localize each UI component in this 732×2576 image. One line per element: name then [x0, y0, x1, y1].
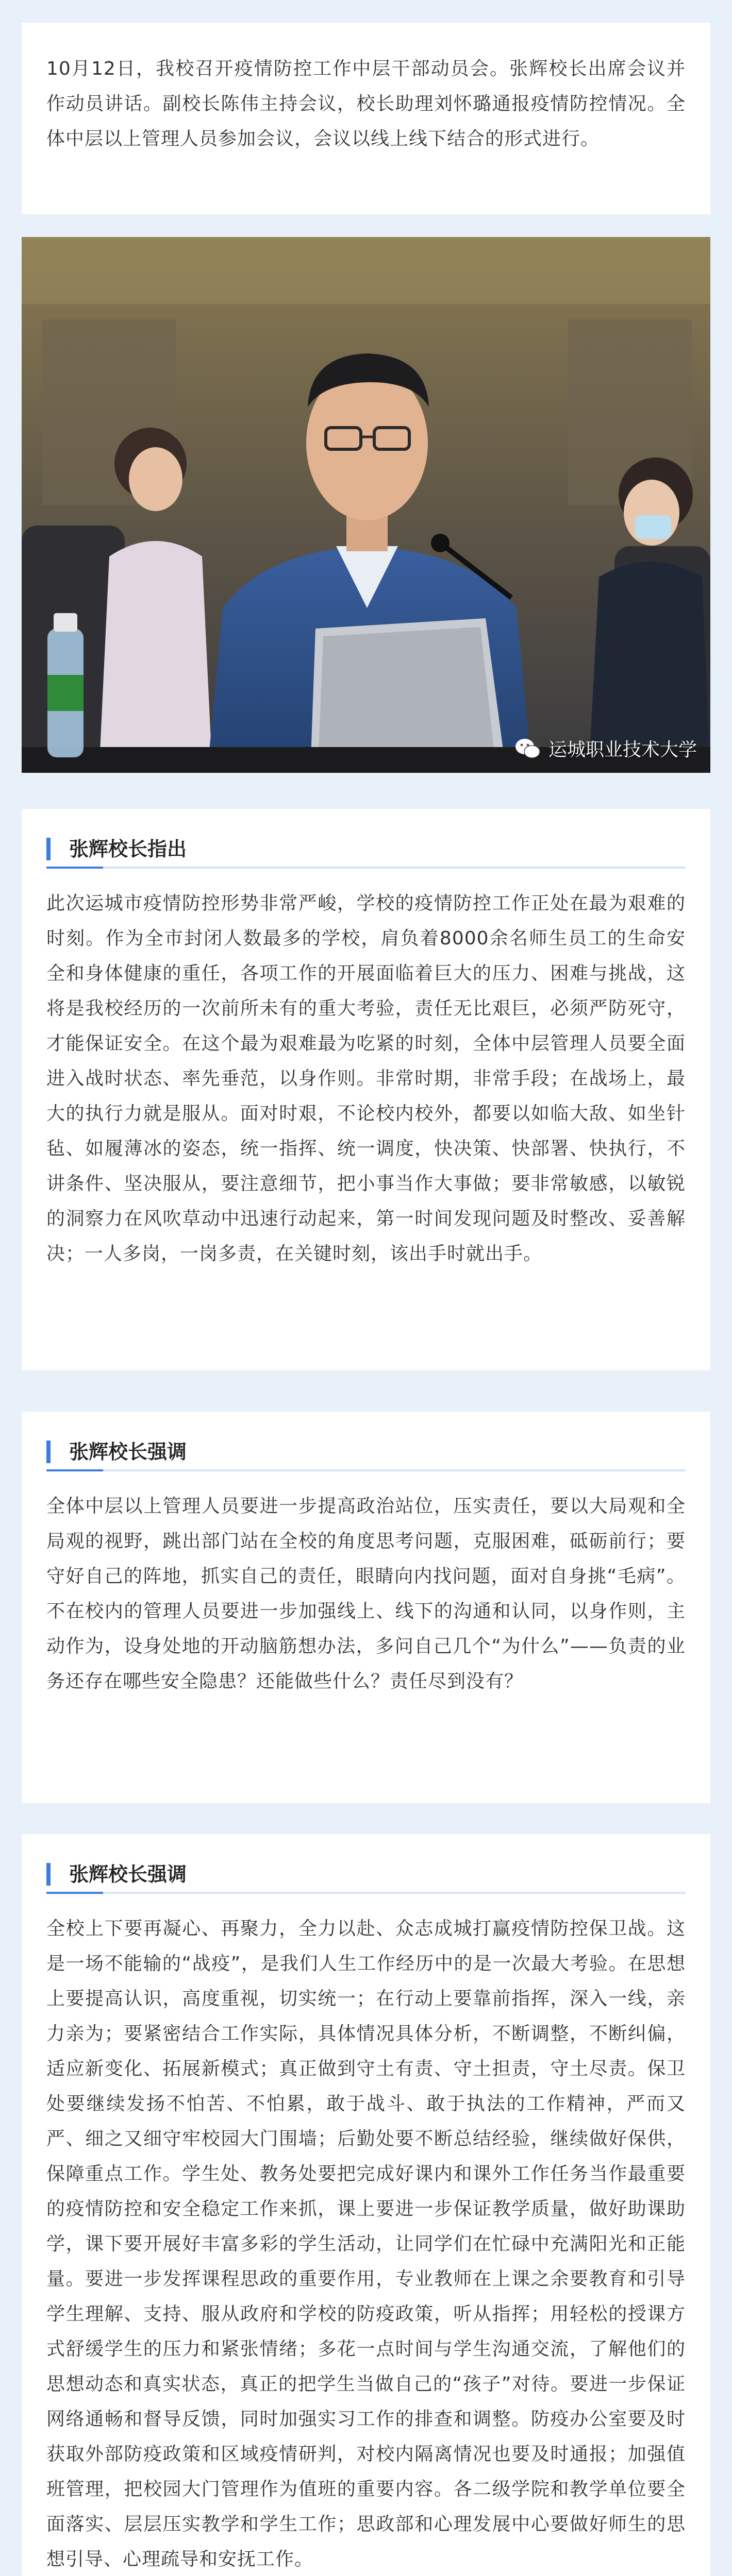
heading-underline [46, 1469, 686, 1471]
wechat-icon [514, 737, 541, 760]
meeting-photo-illustration [22, 237, 710, 773]
intro-paragraph: 10月12日，我校召开疫情防控工作中层干部动员会。张辉校长出席会议并作动员讲话。副校长陈伟主持会议，校长助理刘怀璐通报疫情防控情况。全体中层以上管理人员参加会议，会议以线上线下结合的形式进行。 [46, 58, 686, 149]
section-title-3: 张辉校长强调 [69, 1863, 187, 1886]
section-heading-2 [46, 1430, 686, 1471]
section-heading-3 [46, 1853, 686, 1894]
section-paragraph-1: 此次运城市疫情防控形势非常严峻，学校的疫情防控工作正处在最为艰难的时刻。作为全市封闭人数最多的学校，肩负着8000余名师生员工的生命安全和身体健康的重任，各项工作的开展面临着巨大的压力、困难与挑战，这将是我校经历的一次前所未有的重大考验，责任无比艰巨，必须严防死守，才能保证安全。在这个最为艰难最为吃紧的时刻，全体中层管理人员要全面进入战时状态、率先垂范，以身作则。非常时期，非常手段；在战场上，最大的执行力就是服从。面对时艰，不论校内校外，都要以如临大敌、如坐针毡、如履薄冰的姿态，统一指挥、统一调度，快决策、快部署、快执行，不讲条件、坚决服从，要注意细节，把小事当作大事做；要非常敏感，以敏锐的洞察力在风吹草动中迅速行动起来，第一时间发现问题及时整改、妥善解决；一人多岗，一岗多责，在关键时刻，该出手时就出手。 [46, 893, 686, 1264]
heading-accent-bar [46, 1863, 51, 1886]
watermark-text: 运城职业技术大学 [548, 739, 697, 760]
heading-accent-bar [46, 1440, 51, 1463]
heading-accent-bar [46, 838, 51, 860]
section-paragraph-2: 全体中层以上管理人员要进一步提高政治站位，压实责任，要以大局观和全局观的视野，跳出部门站在全校的角度思考问题，克服困难，砥砺前行；要守好自己的阵地，抓实自己的责任，眼睛向内找问题，面对自身挑“毛病”。不在校内的管理人员要进一步加强线上、线下的沟通和认同，以身作则，主动作为，设身处地的开动脑筋想办法，多问自己几个“为什么”——负责的业务还存在哪些安全隐患？还能做些什么？责任尽到没有？ [46, 1496, 686, 1692]
section-card-1 [22, 809, 710, 1370]
watermark [514, 735, 697, 761]
intro-card [22, 23, 710, 214]
meeting-photo [22, 237, 710, 773]
section-title-1: 张辉校长指出 [69, 838, 187, 860]
section-card-2 [22, 1412, 710, 1803]
section-title-2: 张辉校长强调 [69, 1440, 187, 1463]
heading-underline [46, 1892, 686, 1894]
heading-underline [46, 867, 686, 869]
section-heading-1 [46, 827, 686, 869]
section-card-3 [22, 1834, 710, 2576]
section-paragraph-3: 全校上下要再凝心、再聚力，全力以赴、众志成城打赢疫情防控保卫战。这是一场不能输的“战疫”，是我们人生工作经历中的是一次最大考验。在思想上要提高认识，高度重视，切实统一；在行动上要靠前指挥，深入一线，亲力亲为；要紧密结合工作实际，具体情况具体分析，不断调整，不断纠偏，适应新变化、拓展新模式；真正做到守土有责、守土担责，守土尽责。保卫处要继续发扬不怕苦、不怕累，敢于战斗、敢于执法的工作精神，严而又严、细之又细守牢校园大门围墙；后勤处要不断总结经验，继续做好保供，保障重点工作。学生处、教务处要把完成好课内和课外工作任务当作最重要的疫情防控和安全稳定工作来抓，课上要进一步保证教学质量，做好助课助学，课下要开展好丰富多彩的学生活动，让同学们在忙碌中充满阳光和正能量。要进一步发挥课程思政的重要作用，专业教师在上课之余要教育和引导学生理解、支持、服从政府和学校的防疫政策，听从指挥；用轻松的授课方式舒缓学生的压力和紧张情绪；多花一点时间与学生沟通交流，了解他们的思想动态和真实状态，真正的把学生当做自己的“孩子”对待。要进一步保证网络通畅和督导反馈，同时加强实习工作的排查和调整。防疫办公室要及时获取外部防疫政策和区域疫情研判，对校内隔离情况也要及时通报；加强值班管理，把校园大门管理作为值班的重要内容。各二级学院和教学单位要全面落实、层层压实教学和学生工作；思政部和心理发展中心要做好师生的思想引导、心理疏导和安抚工作。 [46, 1918, 686, 2570]
